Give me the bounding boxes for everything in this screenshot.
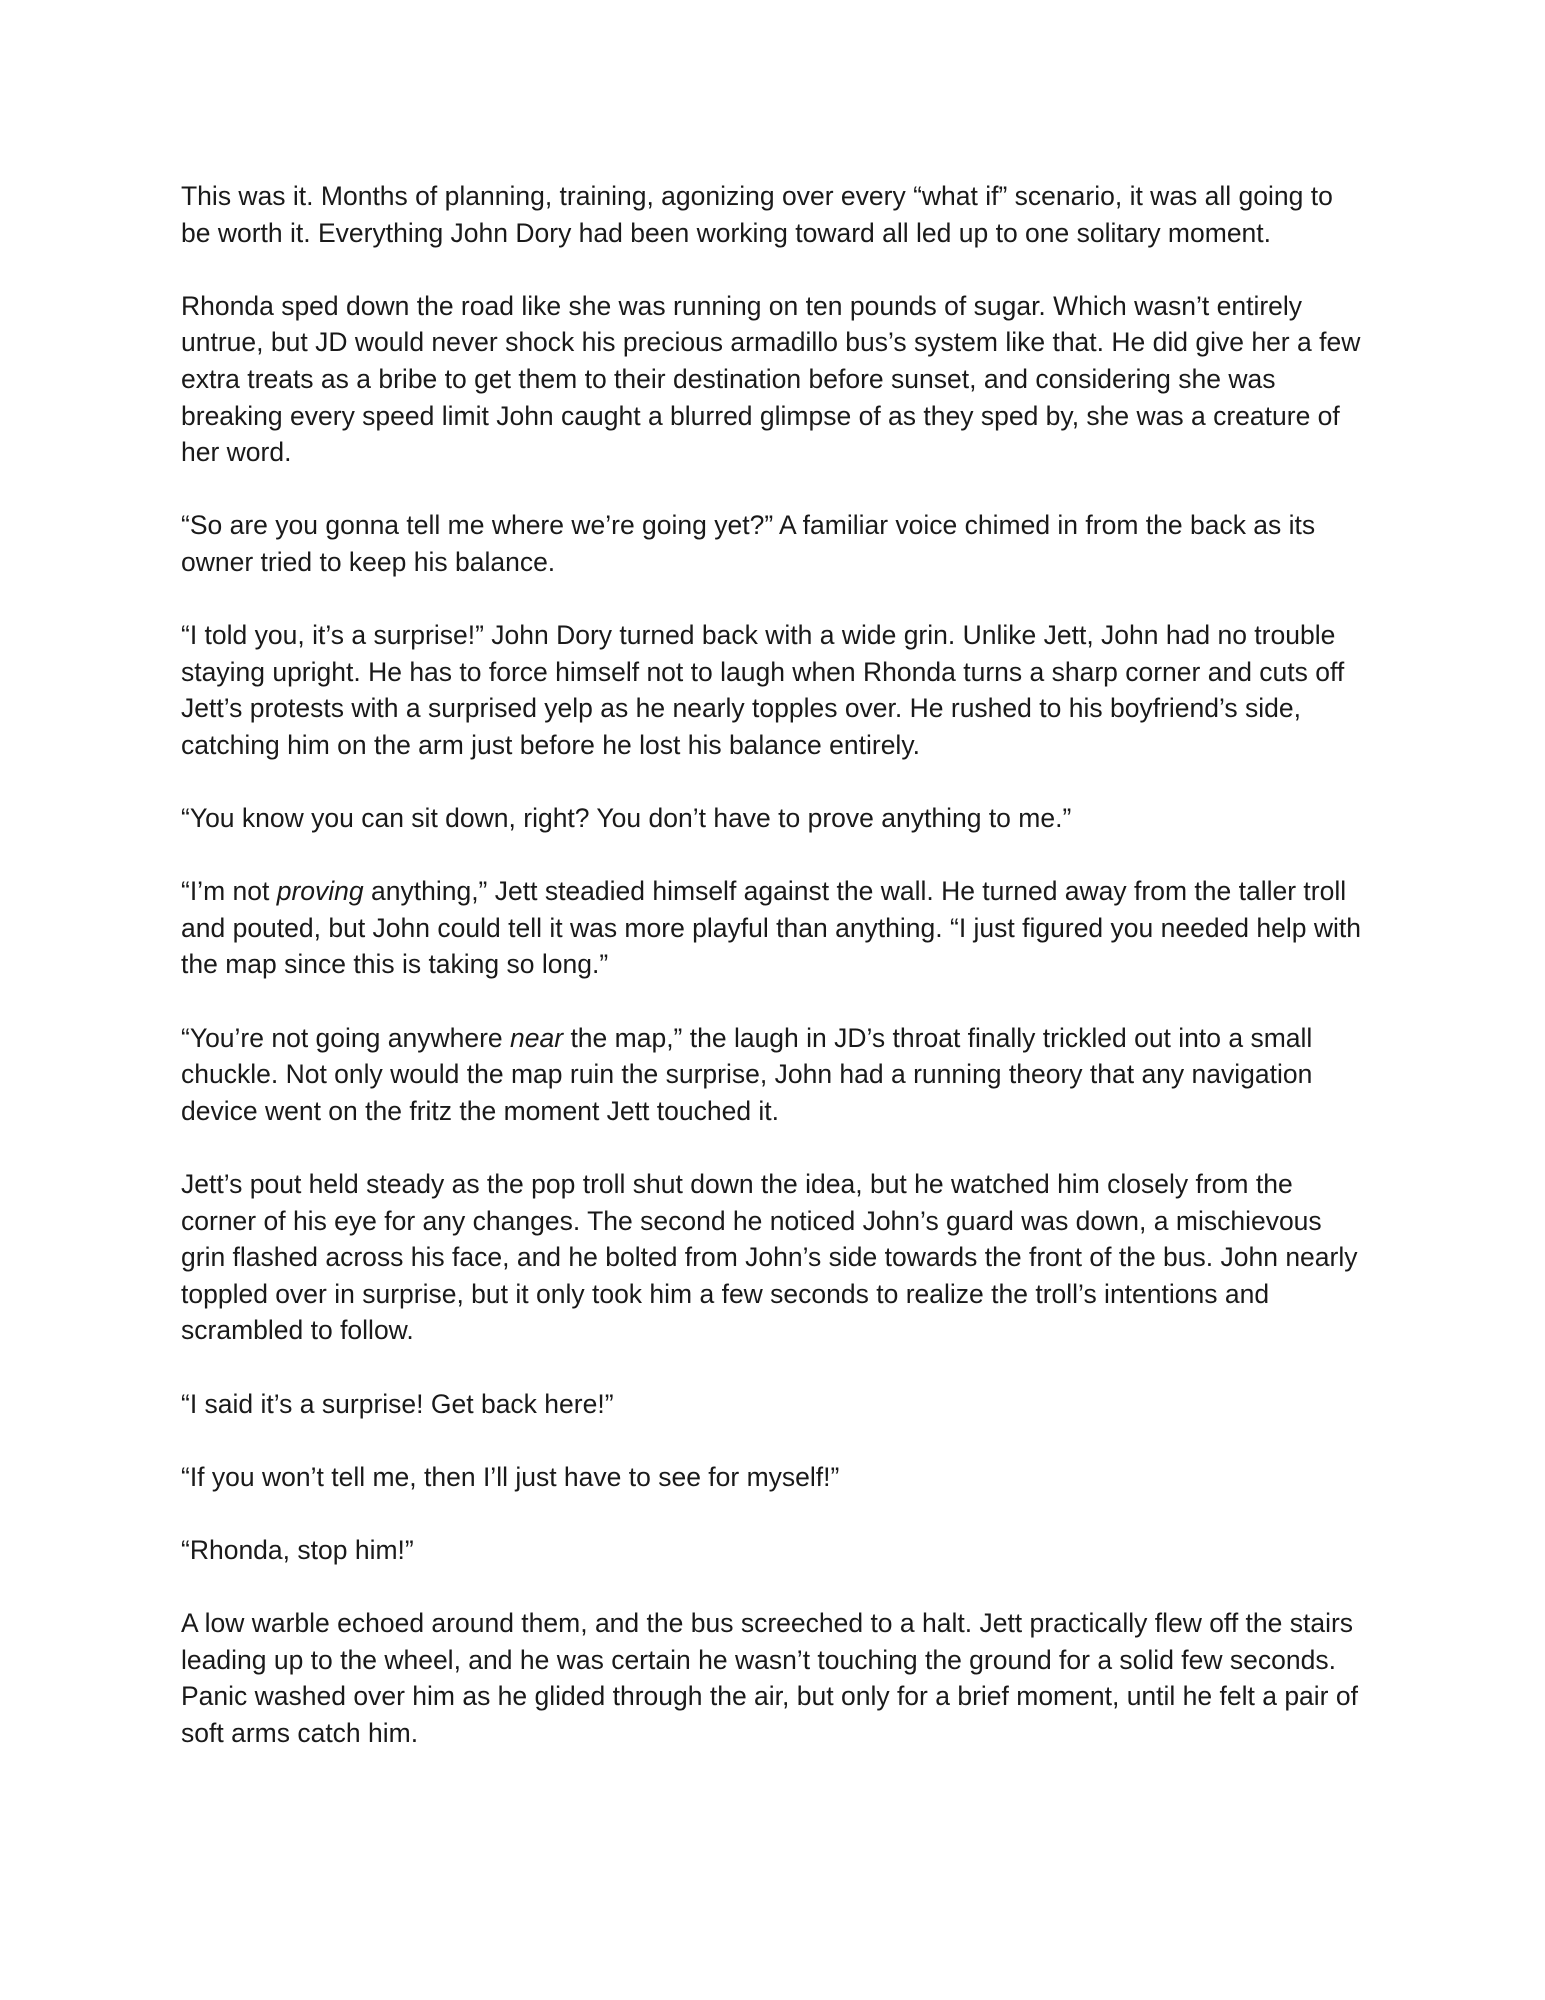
paragraph-1 xyxy=(181,178,1361,251)
paragraph-text: “I told you, it’s a surprise!” John Dory turned back with a wide grin. Unlike Jett, John had no trouble staying upright. He has to force himself not to laugh when Rhonda turns a sharp corner and cuts off Jett’s protests with a surprised yelp as he nearly topples over. He rushed to his boyfriend’s side, catching him on the arm just before he lost his balance entirely. xyxy=(181,620,1345,760)
paragraph-7 xyxy=(181,1020,1361,1130)
paragraph-text: “I said it’s a surprise! Get back here!” xyxy=(181,1388,614,1419)
paragraph-text: “Rhonda, stop him!” xyxy=(181,1534,414,1565)
paragraph-text: the map,” the laugh in JD’s throat finally trickled out into a small chuckle. Not only would the map ruin the surprise, John had a running theory that any navigation device went on the fritz the moment Jett touched it. xyxy=(181,1022,1313,1126)
paragraph-text: This was it. Months of planning, training, agonizing over every “what if” scenario, it was all going to be worth it. Everything John Dory had been working toward all led up to one solitary moment. xyxy=(181,181,1333,248)
italic-emphasis: near xyxy=(510,1022,564,1053)
paragraph-10 xyxy=(181,1459,1361,1496)
paragraph-text: “If you won’t tell me, then I’ll just have to see for myself!” xyxy=(181,1461,840,1492)
paragraph-6 xyxy=(181,873,1361,983)
paragraph-text: “I’m not xyxy=(181,876,277,907)
paragraph-text: Rhonda sped down the road like she was running on ten pounds of sugar. Which wasn’t entirely untrue, but JD would never shock his precious armadillo bus’s system like that. He did give her a few extra treats as a bribe to get them to their destination before sunset, and considering she was breaking every speed limit John caught a blurred glimpse of as they sped by, she was a creature of her word. xyxy=(181,290,1361,468)
paragraph-text: anything,” Jett steadied himself against the wall. He turned away from the taller troll and pouted, but John could tell it was more playful than anything. “I just figured you needed help with the map since this is taking so long.” xyxy=(181,876,1362,980)
paragraph-9 xyxy=(181,1386,1361,1423)
paragraph-text: Jett’s pout held steady as the pop troll shut down the idea, but he watched him closely from the corner of his eye for any changes. The second he noticed John’s guard was down, a mischievous grin flashed across his face, and he bolted from John’s side towards the front of the bus. John nearly toppled over in surprise, but it only took him a few seconds to realize the troll’s intentions and scrambled to follow. xyxy=(181,1169,1358,1346)
paragraph-11 xyxy=(181,1532,1361,1569)
paragraph-text: “You’re not going anywhere xyxy=(181,1022,511,1053)
paragraph-4 xyxy=(181,617,1361,763)
paragraph-text: “So are you gonna tell me where we’re going yet?” A familiar voice chimed in from the back as its owner tried to keep his balance. xyxy=(181,510,1316,577)
paragraph-12 xyxy=(181,1605,1361,1751)
paragraph-text: A low warble echoed around them, and the bus screeched to a halt. Jett practically flew off the stairs leading up to the wheel, and he was certain he wasn’t touching the ground for a solid few seconds. Panic washed over him as he glided through the air, but only for a brief moment, until he felt a pair of soft arms catch him. xyxy=(181,1608,1358,1748)
document-page xyxy=(181,178,1361,1788)
italic-emphasis: proving xyxy=(276,876,364,907)
paragraph-text: “You know you can sit down, right? You don’t have to prove anything to me.” xyxy=(181,803,1072,834)
paragraph-8 xyxy=(181,1166,1361,1349)
paragraph-3 xyxy=(181,507,1361,580)
paragraph-5 xyxy=(181,800,1361,837)
paragraph-2 xyxy=(181,288,1361,471)
